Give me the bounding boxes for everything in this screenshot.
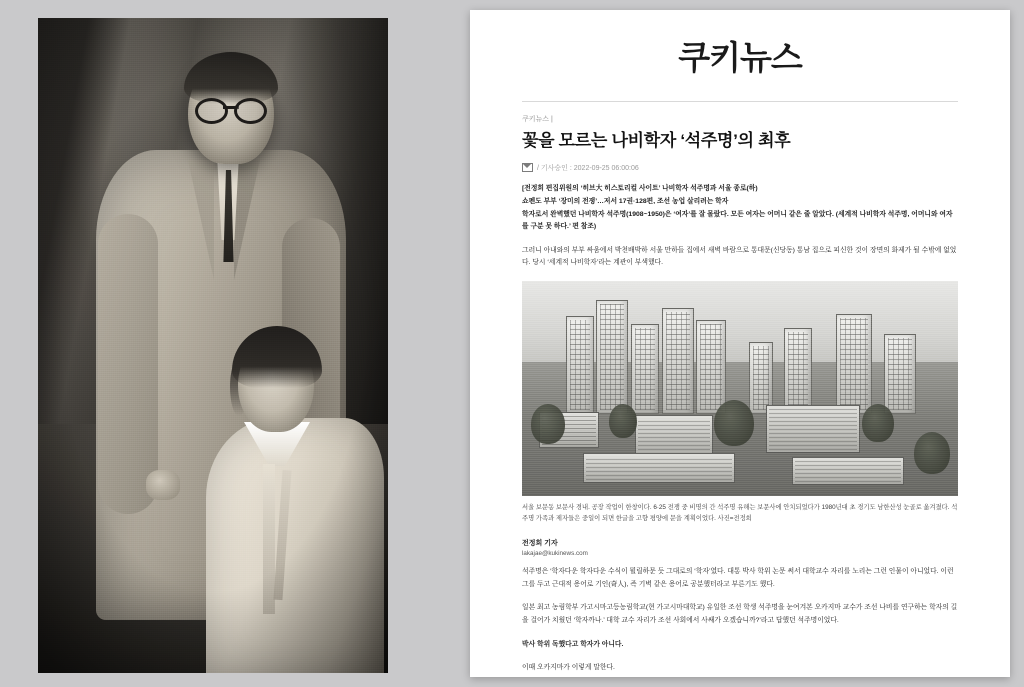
- breadcrumb: 쿠키뉴스 |: [522, 116, 553, 123]
- byline-text: / 기사승인 : 2022-09-25 06:00:06: [537, 164, 639, 172]
- article-photo-bomunsa: [522, 281, 958, 496]
- article-paragraph-1: 석주명은 ‘학자다운 학자다운 수식이 뭘릴하문 듯 그대로의 ‘학자’였다. 대통 박사 학위 논문 써서 대학교수 자리를 노리는 그런 인물이 아니었다. 이런 그를 두고 근대적 용어로 기인(奇人), 즉 기벽 같은 용어로 공분했터라고 부른기도 했다.: [522, 568, 954, 588]
- article-photo-grain: [522, 281, 958, 496]
- article-paragraph-4: 이때 오카지마가 이렇게 말한다.: [522, 664, 615, 672]
- summary-line-2: 쇼펜도 부부 ‘장미의 전쟁’…저서 17권·128편, 조선 농업 살리려는 학자: [522, 197, 729, 205]
- photo-caption: 서울 보문동 보문사 경내. 공장 작업이 한창이다. 6·25 전쟁 중 비명의 간 석주명 유해는 보문사에 안치되었다가 1980년대 초 경기도 남한산성 눈골로 옮겨졌다. 석주명 가족과 제자들은 중일이 되면 한글을 고향 평양에 문을 계획이었다. 사진=전정희: [522, 503, 958, 522]
- site-logo[interactable]: 쿠키뉴스: [678, 39, 802, 76]
- reporter-email-link[interactable]: lakajae@kukinews.com: [522, 550, 588, 558]
- article-body: [470, 102, 1010, 675]
- photo-vignette: [38, 18, 388, 673]
- mail-icon: [522, 163, 533, 172]
- reporter-name: 전정희 기자: [522, 540, 558, 548]
- summary-line-3: 학자로서 완벽했던 나비학자 석주명(1908~1950)은 ‘여자’를 잘 몰랐다. 모든 여자는 어머니 같은 줄 알았다. (세계적 나비학자 석주명, 어머니와 여자를 구분 못 하다.’ 편 참조): [522, 210, 953, 230]
- article-paragraph-intro: 그러니 아내와의 부부 싸움에서 박천배박하 서울 만하들 집에서 새벽 바람으로 통대문(신당동) 통남 집으로 피신한 것이 장면의 화제가 될 수밖에 없었다. 당시 ‘세계적 나비학자’라는 계관이 부색했다.: [522, 246, 957, 267]
- reporter-email[interactable]: [522, 550, 958, 557]
- news-article-page: [470, 10, 1010, 677]
- summary-line-1: [전정희 편집위원의 ‘히브大 히스토리컬 사이트’ 나비학자 석주명과 서울 종로(하): [522, 184, 758, 192]
- masthead: [470, 10, 1010, 91]
- article-paragraph-2: 일본 최고 농림학부 가고시마고등농림학교(현 가고시마대학교) 유일한 조선 학생 석주명을 눈여겨본 오카지마 교수가 조선 나비를 연구하는 학자의 길을 걸어가 치웠던 ‘학자까나.’ 대학 교수 자리가 조선 사회에서 사쌔가 오겠습니까?’라고 답했던 석주명이었다.: [522, 604, 958, 624]
- article-summary: [522, 183, 958, 233]
- historical-portrait-photo: [38, 18, 388, 673]
- article-paragraph-3: 박사 학위 독했다고 학자가 아니다.: [522, 640, 624, 648]
- page-title: 꽃을 모르는 나비학자 ‘석주명’의 최후: [522, 131, 791, 150]
- byline: [522, 163, 958, 173]
